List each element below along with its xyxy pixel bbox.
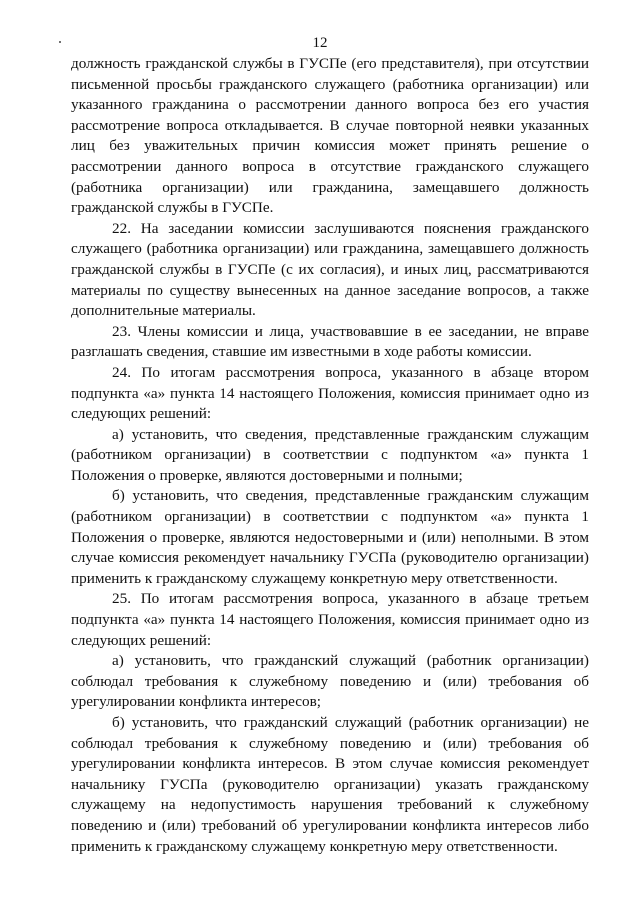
- paragraph-24-a: а) установить, что сведения, представленные гражданским служащим (работником организации) в соответствии с подпунктом «а» пункта 1 Положения о проверке, являются достоверными и полными;: [71, 425, 589, 484]
- paragraph-24: 24. По итогам рассмотрения вопроса, указанного в абзаце втором подпункта «а» пункта 14 настоящего Положения, комиссия принимает одно из следующих решений:: [71, 363, 589, 423]
- document-body: [71, 54, 589, 857]
- paragraph-22: 22. На заседании комиссии заслушиваются пояснения гражданского служащего (работника организации) или гражданина, замещавшего должность гражданской службы в ГУСПе (с их согласия), и иных лиц, рассматриваются материалы по существу вынесенных на данное заседание вопросов, а также дополнительные материалы.: [71, 219, 589, 320]
- paragraph-25-b: б) установить, что гражданский служащий (работник организации) не соблюдал требования к служебному поведению и (или) требования об урегулировании конфликта интересов. В этом случае комиссия рекомендует начальнику ГУСПа (руководителю организации) указать гражданскому служащему на недопустимость нарушения требований к служебному поведению и (или) требований об урегулировании конфликта интересов либо применить к гражданскому служащему конкретную меру ответственности.: [71, 714, 589, 855]
- paragraph-24-b: б) установить, что сведения, представленные гражданским служащим (работником организации) в соответствии с подпунктом «а» пункта 1 Положения о проверке, являются недостоверными и (или) неполными. В этом случае комиссия рекомендует начальнику ГУСПа (руководителю организации) применить к гражданскому служащему конкретную меру ответственности.: [71, 487, 589, 587]
- page-number: 12: [312, 35, 328, 51]
- paragraph-continuation: должность гражданской службы в ГУСПе (его представителя), при отсутствии письменной просьбы гражданского служащего (работника организации) или указанного гражданина о рассмотрении данного вопроса без его участия рассмотрение вопроса откладывается. В случае повторной неявки указанных лиц без уважительных причин комиссия может принять решение о рассмотрении данного вопроса в отсутствие гражданского служащего (работника организации) или гражданина, замещавшего должность гражданской службы в ГУСПе.: [71, 55, 589, 217]
- paragraph-25-a: а) установить, что гражданский служащий (работник организации) соблюдал требования к служебному поведению и (или) требования об урегулировании конфликта интересов;: [71, 652, 589, 711]
- paragraph-23: 23. Члены комиссии и лица, участвовавшие в ее заседании, не вправе разглашать сведения, ставшие им известными в ходе работы комиссии.: [71, 322, 589, 361]
- paragraph-25: 25. По итогам рассмотрения вопроса, указанного в абзаце третьем подпункта «а» пункта 14 настоящего Положения, комиссия принимает одно из следующих решений:: [71, 590, 589, 649]
